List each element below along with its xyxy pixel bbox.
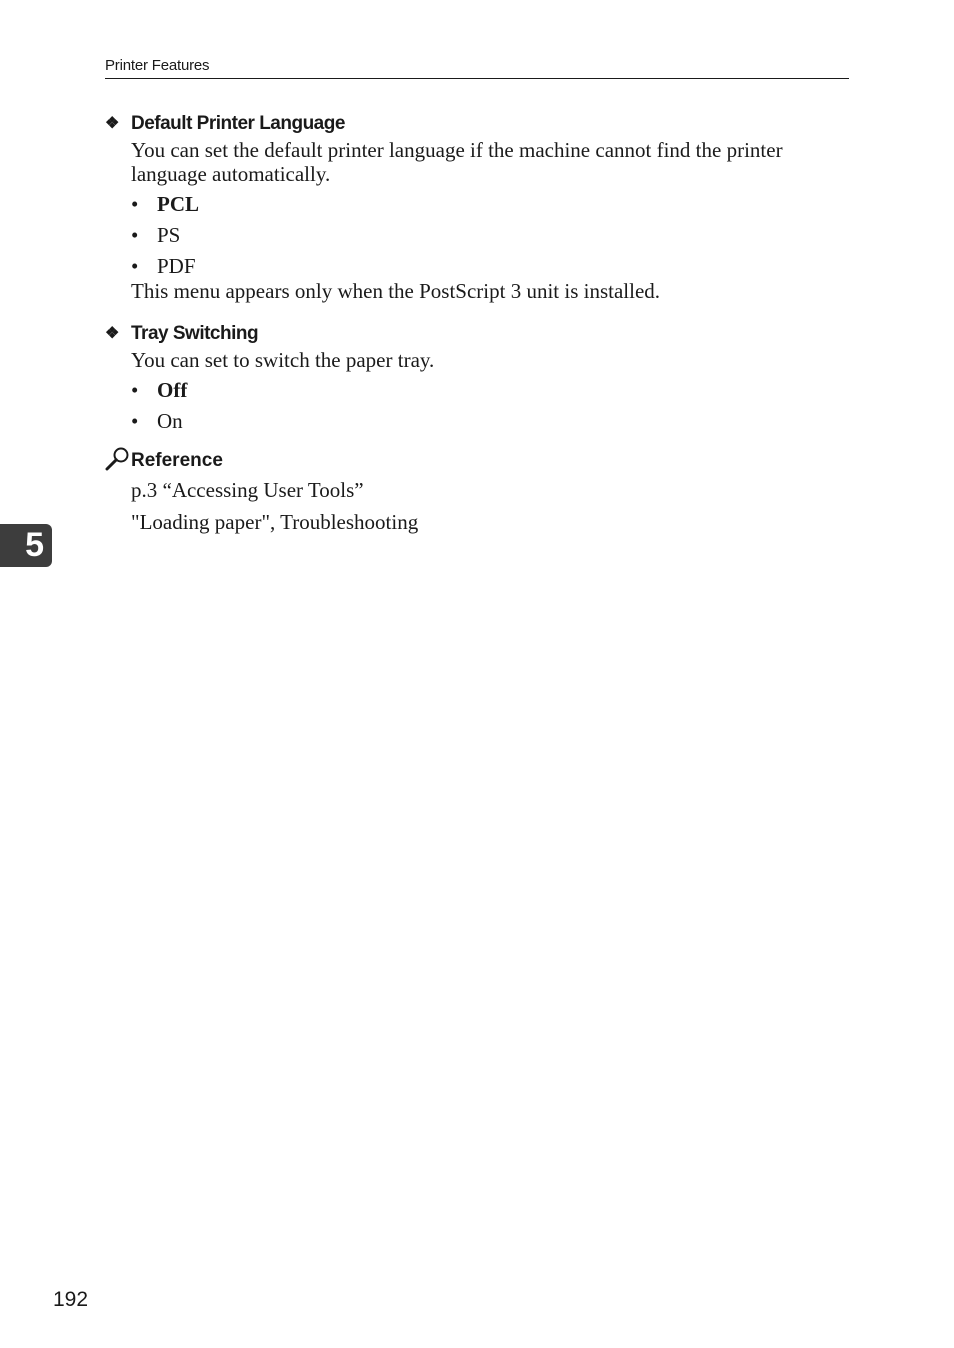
reference-link-accessing-user-tools[interactable]: p.3 “Accessing User Tools” (131, 478, 364, 502)
reference-link-loading-paper[interactable]: "Loading paper", Troubleshooting (131, 510, 419, 534)
list-item: • PS (131, 223, 181, 247)
list-item: • On (131, 409, 183, 433)
section-default-printer-language (105, 112, 855, 303)
diamond-bullet-icon: ❖ (105, 115, 119, 132)
list-item: • PCL (131, 192, 199, 216)
section-tray-switching (105, 322, 855, 440)
list-item: • Off (131, 378, 188, 402)
bullet-icon: • (131, 378, 139, 402)
section-description: You can set the default printer language if the machine cannot find the printer language automatically. (131, 138, 783, 186)
magnifier-icon (105, 446, 131, 472)
page-number: 192 (53, 1288, 89, 1311)
bullet-icon: • (131, 409, 139, 433)
section-title: ❖ Tray Switching (105, 323, 259, 344)
running-header (105, 57, 849, 79)
options-list (131, 378, 855, 440)
bullet-icon: • (131, 223, 139, 247)
bullet-icon: • (131, 192, 139, 216)
section-title: ❖ Default Printer Language (105, 113, 345, 134)
bullet-icon: • (131, 254, 139, 278)
diamond-bullet-icon: ❖ (105, 325, 119, 342)
reference-title: Reference (105, 446, 855, 472)
options-list (131, 192, 855, 279)
chapter-tab: 5 (0, 524, 52, 567)
reference-block (105, 446, 855, 534)
section-description: You can set to switch the paper tray. (131, 348, 435, 372)
header-title: Printer Features (105, 57, 210, 74)
section-note: This menu appears only when the PostScript 3 unit is installed. (131, 279, 661, 303)
list-item: • PDF (131, 254, 196, 278)
